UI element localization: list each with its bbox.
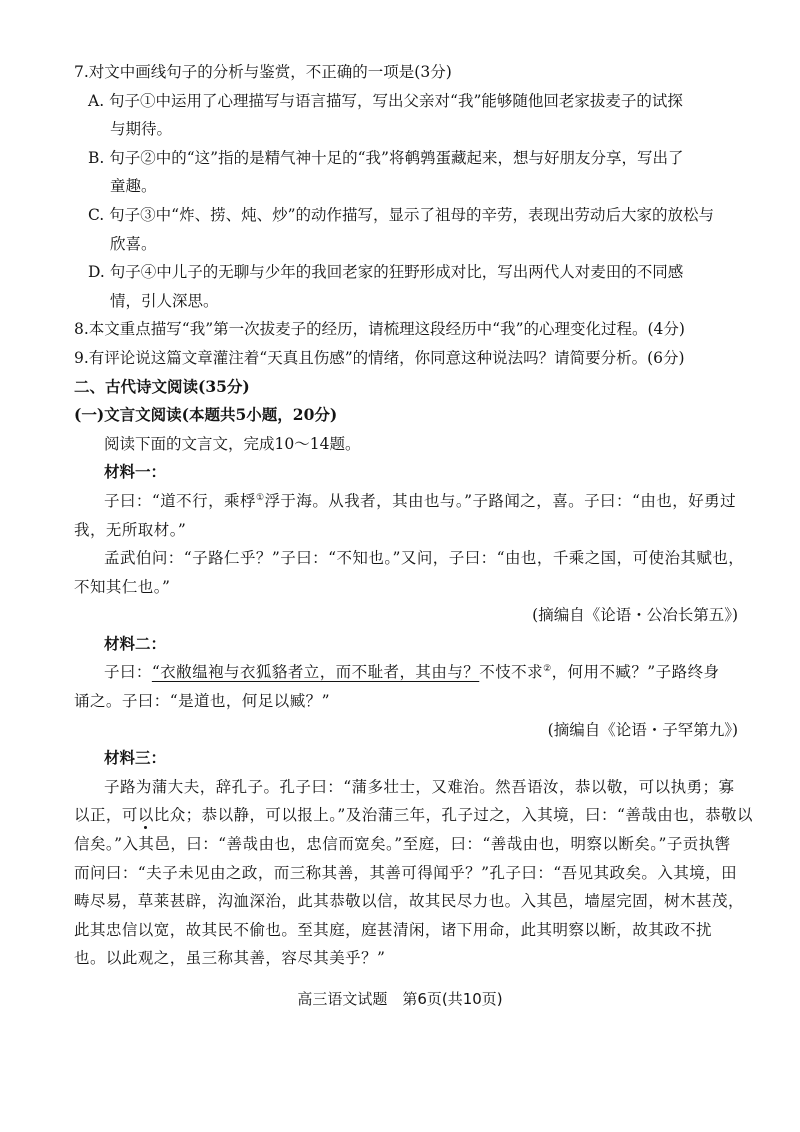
material-1-paragraph-1-line-2: 我，无所取材。”	[74, 520, 187, 539]
option-d-line-2: 情，引人深思。	[110, 291, 219, 310]
option-b-line-1: B. 句子②中的“这”指的是精气神十足的“我”将鹌鹑蛋藏起来，想与好朋友分享，写出了	[88, 148, 684, 167]
material-3-text: 以正，可	[74, 806, 138, 825]
footnote-2-marker: ②	[543, 664, 552, 675]
section-title: 二、古代诗文阅读(35分)	[74, 376, 250, 396]
option-a-line-1: A. 句子①中运用了心理描写与语言描写，写出父亲对“我”能够随他回老家拔麦子的试探	[88, 91, 683, 110]
material-3-line-5: 畴尽易，草莱甚辟，沟洫深治，此其恭敬以信，故其民尽力也。入其邑，墙屋完固，树木甚茂，	[74, 892, 744, 911]
option-d-line-1: D. 句子④中儿子的无聊与少年的我回老家的狂野形成对比，写出两代人对麦田的不同感	[88, 263, 684, 282]
material-2-text: 不忮不求	[479, 663, 544, 682]
material-2-line-1	[74, 658, 740, 687]
material-1-paragraph-2-line-1: 孟武伯问：“子路仁乎？”子曰：“不知也。”又问，子曰：“由也，千乘之国，可使治其赋也，	[104, 549, 745, 568]
material-3-line-1: 子路为蒲大夫，辞孔子。孔子曰：“蒲多壮士，又难治。然吾语汝，恭以敬，可以执勇；寡	[104, 777, 735, 796]
question-8: 8.本文重点描写“我”第一次拔麦子的经历，请梳理这段经历中“我”的心理变化过程。(4分)	[74, 320, 685, 339]
material-2-text: ，何用不臧？”子路终身	[551, 663, 720, 682]
material-3-line-7: 也。以此观之，虽三称其善，容尽其美乎？”	[74, 949, 386, 968]
material-3-text: 比众；恭以静，可以报上。”及治蒲三年，孔子过之，入其境，曰：“善哉由也，恭敬以	[153, 806, 753, 825]
underlined-sentence: “衣敝缊袍与衣狐貉者立，而不耻者，其由与？	[151, 663, 480, 682]
question-9: 9.有评论说这篇文章灌注着“天真且伤感”的情绪，你同意这种说法吗？请简要分析。(6分)	[74, 348, 685, 367]
section-instruction: 阅读下面的文言文，完成10～14题。	[104, 434, 361, 453]
option-c-line-1: C. 句子③中“炸、捞、炖、炒”的动作描写，显示了祖母的辛劳，表现出劳动后大家的放松与	[88, 205, 715, 224]
material-3-line-4: 而问曰：“夫子未见由之政，而三称其善，其善可得闻乎？”孔子曰：“吾见其政矣。入其境，田	[74, 863, 738, 882]
option-a-line-2: 与期待。	[110, 120, 173, 139]
emphasis-dot-char: 以	[137, 806, 154, 825]
option-c-line-2: 欣喜。	[110, 234, 157, 253]
material-3-label: 材料三：	[104, 748, 167, 768]
material-3-line-2	[74, 801, 753, 830]
material-2-label: 材料二：	[104, 633, 167, 653]
material-3-line-6: 此其忠信以宽，故其民不偷也。至其庭，庭甚清闲，诸下用命，此其明察以断，故其政不扰	[74, 920, 713, 939]
material-2-text: 子曰：	[104, 663, 152, 682]
question-7-stem: 7.对文中画线句子的分析与鉴赏，不正确的一项是(3分)	[74, 63, 452, 81]
material-2-source: (摘编自《论语・子罕第九》)	[547, 720, 738, 739]
material-1-paragraph-2-line-2: 不知其仁也。”	[74, 577, 171, 596]
page-footer: 高三语文试题 第6页(共10页)	[297, 990, 503, 1008]
material-1-label: 材料一：	[104, 462, 167, 482]
option-b-line-2: 童趣。	[110, 177, 157, 196]
material-1-source: (摘编自《论语・公冶长第五》)	[532, 606, 738, 625]
section-subtitle: (一)文言文阅读(本题共5小题，20分)	[74, 405, 338, 425]
footnote-1-marker: ①	[255, 492, 265, 503]
material-1-text: 浮于海。从我者，其由也与。”子路闻之，喜。子曰：“由也，好勇过	[264, 491, 737, 510]
material-1-text: 子曰：“道不行，乘桴	[104, 491, 256, 510]
material-2-line-2: 诵之。子曰：“是道也，何足以臧？”	[74, 692, 330, 711]
material-3-line-3: 信矣。”入其邑，曰：“善哉由也，忠信而宽矣。”至庭，曰：“善哉由也，明察以断矣。”子贡执辔	[74, 835, 731, 854]
material-1-paragraph-1-line-1	[74, 487, 740, 516]
